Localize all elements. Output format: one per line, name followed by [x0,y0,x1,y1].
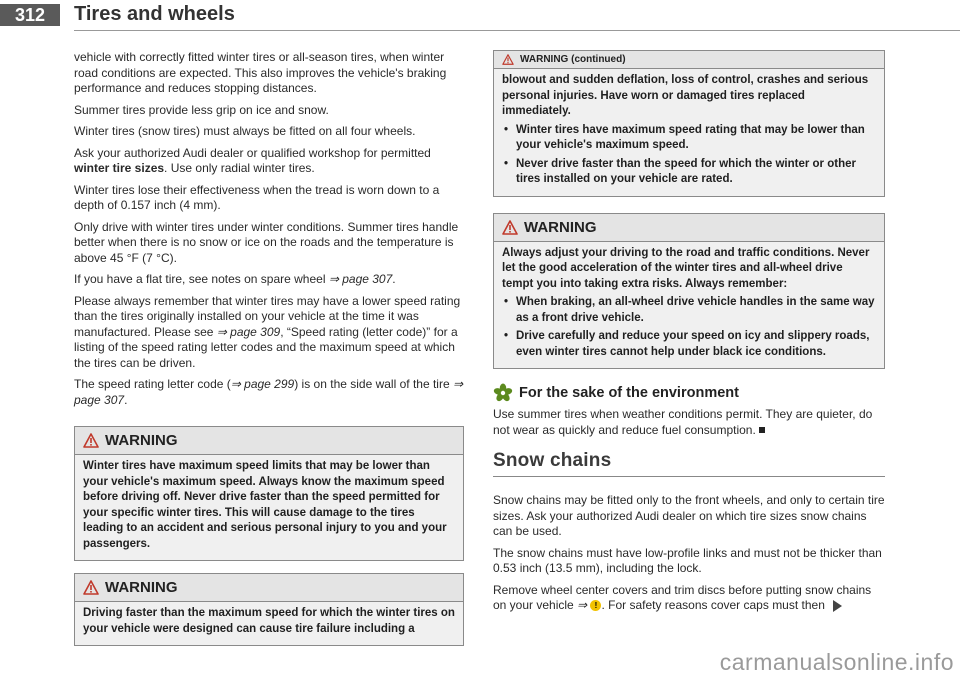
warning-header [494,214,884,242]
paragraph [74,377,464,408]
text: . For safety reasons cover caps must then [601,598,825,612]
warning-box [74,426,464,561]
list-item: • Winter tires have maximum speed rating that may be lower than your vehicle's maximum speed. [502,123,876,154]
watermark: carmanualsonline.info [719,649,954,675]
paragraph [493,583,885,614]
warning-bullet-list [502,295,876,360]
warning-body [494,242,884,369]
warning-text: Winter tires have maximum speed limits that may be lower than your vehicle's maximum speed. Always know the maximum speed before driving off. Never drive faster than the speed permitted for your specific winter tires. This will cause damage to the tires leading to an accident and serious personal injury to you and your passengers. [83,460,447,550]
page-reference-link[interactable]: ⇒ page 299 [230,377,295,391]
warning-bullet-list [502,123,876,188]
heading-divider [493,476,885,477]
paragraph [74,294,464,372]
paragraph: The snow chains must have low-profile links and must not be thicker than 0.53 inch (13.5 mm), including the lock. [493,545,882,575]
paragraph: Winter tires (snow tires) must always be fitted on all four wheels. [74,124,416,138]
environment-note-title: For the sake of the environment [519,385,739,401]
text: Please always remember that winter tires may have a lower speed rating than the tires originally installed on your vehicle at the time it was manufactured. Please see [74,293,461,339]
warning-header [494,51,884,69]
header-divider [74,30,960,31]
text: Ask your authorized Audi dealer or qualified workshop for permitted [74,145,431,160]
paragraph: Winter tires lose their effectiveness when the tread is worn down to a depth of 0.157 inch (4 mm). [74,182,440,212]
text: The speed rating letter code ( [74,377,231,391]
warning-title: WARNING (continued) [520,54,626,65]
paragraph: Snow chains may be fitted only to the front wheels, and only to certain tire sizes. Ask your authorized Audi dealer on which tire sizes snow chains can be used. [493,493,885,538]
warning-triangle-icon [83,433,99,448]
list-item: • When braking, an all-wheel drive vehicle handles in the same way as a front drive vehicle. [502,295,876,326]
warning-text: Driving faster than the maximum speed for which the winter tires on your vehicle were designed can cause tire failure including a [83,607,455,635]
notice-icon: ! [590,600,601,611]
warning-title: WARNING [105,432,178,449]
left-column [74,50,464,658]
text: Use summer tires when weather conditions permit. They are quieter, do not wear as quickly and reduce fuel consumption. [493,407,873,437]
continue-arrow-icon [833,600,842,612]
warning-body [75,455,463,560]
page-reference-link[interactable]: ⇒ page 309 [216,324,281,339]
warning-triangle-icon [502,54,514,65]
warning-title: WARNING [105,579,178,596]
warning-header [75,574,463,602]
paragraph [74,272,464,288]
warning-body [494,69,884,196]
end-of-section-marker [759,427,765,433]
text: . [392,272,396,286]
page-reference-link[interactable]: ⇒ page 307 [328,272,393,286]
text: . Use only radial winter tires. [164,161,315,175]
list-item: • Drive carefully and reduce your speed on icy and slippery roads, even winter tires cannot help under black ice conditions. [502,329,876,360]
page-header [0,0,960,32]
emphasis-text: winter tire sizes [74,161,165,175]
section-title: Tires and wheels [74,3,235,25]
warning-text: Always adjust your driving to the road and traffic conditions. Never let the good acceleration of the winter tires and all-wheel drive tempt you into taking extra risks. Always remember: [502,246,870,290]
section-heading: Snow chains [493,450,612,471]
warning-triangle-icon [83,580,99,595]
warning-triangle-icon [502,220,518,235]
text: , “Speed rating (letter code)” for a listing of the speed rating letter codes and the maximum speed at which the tires can be driven. [74,324,458,370]
warning-title: WARNING [524,218,597,236]
page-number: 312 [0,4,60,26]
text: ) is on the side wall of the tire [294,377,453,391]
warning-header [75,427,463,455]
page-reference-link[interactable]: ⇒ page 307 [74,377,464,407]
text: Remove wheel center covers and trim discs before putting snow chains on your vehicle [493,582,872,612]
list-item: • Never drive faster than the speed for which the winter or other tires installed on your vehicle are rated. [502,157,876,188]
paragraph: vehicle with correctly fitted winter tires or all-season tires, when winter road conditions are expected. This also improves the vehicle's braking performance and reduces stopping distances. [74,50,447,95]
leaf-environment-icon [493,383,513,403]
warning-body [75,602,463,645]
paragraph [74,146,464,177]
paragraph [493,407,885,438]
paragraph: Only drive with winter tires under winter conditions. Summer tires handle better when there is no snow or ice on the roads and the temperature is above 45 °F (7 °C). [74,219,459,265]
text: If you have a flat tire, see notes on spare wheel [74,272,329,286]
notice-reference-arrow[interactable]: ⇒ [577,598,588,612]
right-column [493,50,885,620]
warning-box [74,573,464,646]
warning-text: blowout and sudden deflation, loss of control, crashes and serious personal injuries. Have worn or damaged tires replaced immediately. [502,74,869,117]
text: . [124,392,128,407]
warning-box [493,213,885,370]
warning-box-continued [493,50,885,197]
paragraph: Summer tires provide less grip on ice and snow. [74,102,329,117]
environment-note-header [493,383,885,403]
